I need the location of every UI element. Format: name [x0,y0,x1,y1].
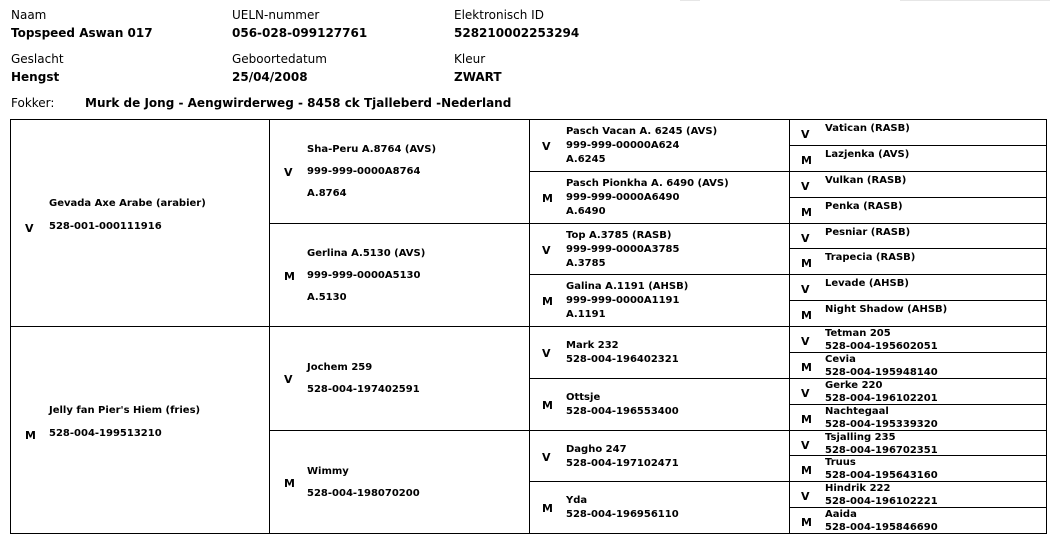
gen4-cell [789,300,1047,327]
gen3-cell [529,378,790,431]
horse-id: 999-999-0000A8764 [307,165,421,177]
gen3-cell [529,274,790,327]
sex-marker: M [801,515,812,529]
sex-marker: V [801,231,810,245]
sex-marker: M [801,153,812,167]
horse-name: Gerlina A.5130 (AVS) [307,247,426,259]
horse-id: 528-004-195602051 [825,341,938,352]
horse-id: 528-004-196102221 [825,496,938,507]
naam-block [11,8,153,40]
ueln-label: UELN-nummer [232,8,320,22]
gen4-cell [789,481,1047,508]
geboorte-label: Geboortedatum [232,52,327,66]
sex-marker: V [801,282,810,296]
horse-id: A.3785 [566,257,606,269]
horse-name: Pasch Vacan A. 6245 (AVS) [566,125,718,137]
sex-marker: V [542,243,551,257]
sex-marker: M [801,205,812,219]
horse-name: Pasch Pionkha A. 6490 (AVS) [566,177,729,189]
horse-name: Trapecia (RASB) [825,252,916,263]
horse-name: Yda [566,494,588,506]
sex-marker: M [801,308,812,322]
horse-name: Cevia [825,354,856,365]
kleur-label: Kleur [454,52,486,66]
horse-id: 528-004-196553400 [566,405,679,417]
horse-id: 528-004-196402321 [566,353,679,365]
horse-id: 528-004-199513210 [49,428,162,439]
horse-id: 528-004-196702351 [825,445,938,456]
horse-name: Pesniar (RASB) [825,227,911,238]
gen4-cell [789,248,1047,275]
horse-id: A.5130 [307,291,347,303]
horse-name: Jochem 259 [307,361,373,373]
gen4-cell [789,430,1047,456]
geslacht-value: Hengst [11,70,60,84]
gen4-cell [789,119,1047,146]
kleur-block [454,52,502,84]
geboorte-block [232,52,327,84]
horse-id: 528-004-197402591 [307,383,420,395]
horse-name: Wimmy [307,465,349,477]
top-edge-mark [680,0,700,1]
sex-marker: V [284,165,293,179]
gen4-cell [789,274,1047,301]
horse-id: 999-999-0000A3785 [566,243,680,255]
horse-id: 999-999-0000A6490 [566,191,680,203]
sex-marker: M [25,428,36,442]
sex-marker: V [284,372,293,386]
gen4-cell [789,507,1047,534]
horse-name: Lazjenka (AVS) [825,149,910,160]
horse-id: 999-999-0000A1191 [566,294,680,306]
horse-name: Tsjalling 235 [825,432,896,443]
horse-id: A.1191 [566,308,606,320]
gen3-cell [529,430,790,482]
geslacht-block [11,52,64,84]
gen3-cell [529,171,790,224]
horse-name: Levade (AHSB) [825,278,909,289]
fokker-row [11,96,512,110]
sex-marker: V [801,438,810,452]
horse-id: 528-004-196956110 [566,508,679,520]
top-edge-mark [900,0,1050,1]
gen4-cell [789,326,1047,353]
naam-value: Topspeed Aswan 017 [11,26,153,40]
gen4-cell [789,223,1047,249]
horse-name: Jelly fan Pier's Hiem (fries) [49,405,201,416]
horse-name: Vulkan (RASB) [825,175,907,186]
sex-marker: V [542,346,551,360]
sex-marker: V [542,450,551,464]
gen4-cell [789,197,1047,224]
gen4-cell [789,455,1047,482]
horse-name: Penka (RASB) [825,201,903,212]
fokker-value: Murk de Jong - Aengwirderweg - 8458 ck Tjalleberd -Nederland [85,96,512,110]
sex-marker: M [284,269,295,283]
horse-name: Ottsje [566,391,601,403]
horse-id: 528-004-197102471 [566,457,679,469]
sex-marker: M [542,501,553,515]
horse-id: 528-004-195339320 [825,419,938,430]
horse-name: Gerke 220 [825,380,883,391]
gen4-cell [789,145,1047,172]
kleur-value: ZWART [454,70,502,84]
horse-name: Top A.3785 (RASB) [566,229,672,241]
sex-marker: M [801,463,812,477]
sex-marker: M [284,476,295,490]
gen4-cell [789,352,1047,379]
sex-marker: M [801,412,812,426]
fokker-label: Fokker: [11,96,55,110]
gen4-cell [789,171,1047,198]
horse-name: Vatican (RASB) [825,123,910,134]
horse-id: 528-004-195846690 [825,522,938,533]
horse-id: 528-004-195948140 [825,367,938,378]
eid-value: 528210002253294 [454,26,580,40]
horse-name: Night Shadow (AHSB) [825,304,948,315]
sex-marker: M [801,360,812,374]
horse-name: Mark 232 [566,339,619,351]
gen3-cell [529,481,790,534]
gen3-cell [529,326,790,379]
eid-block [454,8,579,40]
gen2-cell [269,430,530,534]
gen1-cell [10,326,270,534]
sex-marker: V [25,221,34,235]
horse-name: Truus [825,457,856,468]
sex-marker: M [542,294,553,308]
gen2-cell [269,119,530,224]
horse-id: A.8764 [307,187,347,199]
horse-id: 999-999-00000A624 [566,139,680,151]
geboorte-value: 25/04/2008 [232,70,308,84]
horse-id: 528-004-196102201 [825,393,938,404]
horse-name: Galina A.1191 (AHSB) [566,280,689,292]
horse-id: 528-004-195643160 [825,470,938,481]
horse-name: Aaida [825,509,857,520]
eid-label: Elektronisch ID [454,8,544,22]
horse-id: A.6245 [566,153,606,165]
ueln-value: 056-028-099127761 [232,26,368,40]
sex-marker: M [801,256,812,270]
gen3-cell [529,119,790,172]
horse-id: 528-004-198070200 [307,487,420,499]
gen4-cell [789,378,1047,405]
ueln-block [232,8,367,40]
gen1-cell [10,119,270,327]
sex-marker: V [801,489,810,503]
sex-marker: M [542,398,553,412]
gen4-cell [789,404,1047,431]
sex-marker: V [542,139,551,153]
geslacht-label: Geslacht [11,52,64,66]
sex-marker: V [801,127,810,141]
sex-marker: V [801,179,810,193]
naam-label: Naam [11,8,47,22]
horse-name: Hindrik 222 [825,483,891,494]
sex-marker: V [801,334,810,348]
horse-name: Dagho 247 [566,443,627,455]
gen2-cell [269,223,530,327]
horse-id: 999-999-0000A5130 [307,269,421,281]
horse-id: A.6490 [566,205,606,217]
horse-name: Nachtegaal [825,406,889,417]
horse-name: Tetman 205 [825,328,891,339]
gen2-cell [269,326,530,431]
horse-id: 528-001-000111916 [49,221,162,232]
sex-marker: M [542,191,553,205]
horse-name: Gevada Axe Arabe (arabier) [49,198,206,209]
horse-name: Sha-Peru A.8764 (AVS) [307,143,437,155]
sex-marker: V [801,386,810,400]
gen3-cell [529,223,790,275]
